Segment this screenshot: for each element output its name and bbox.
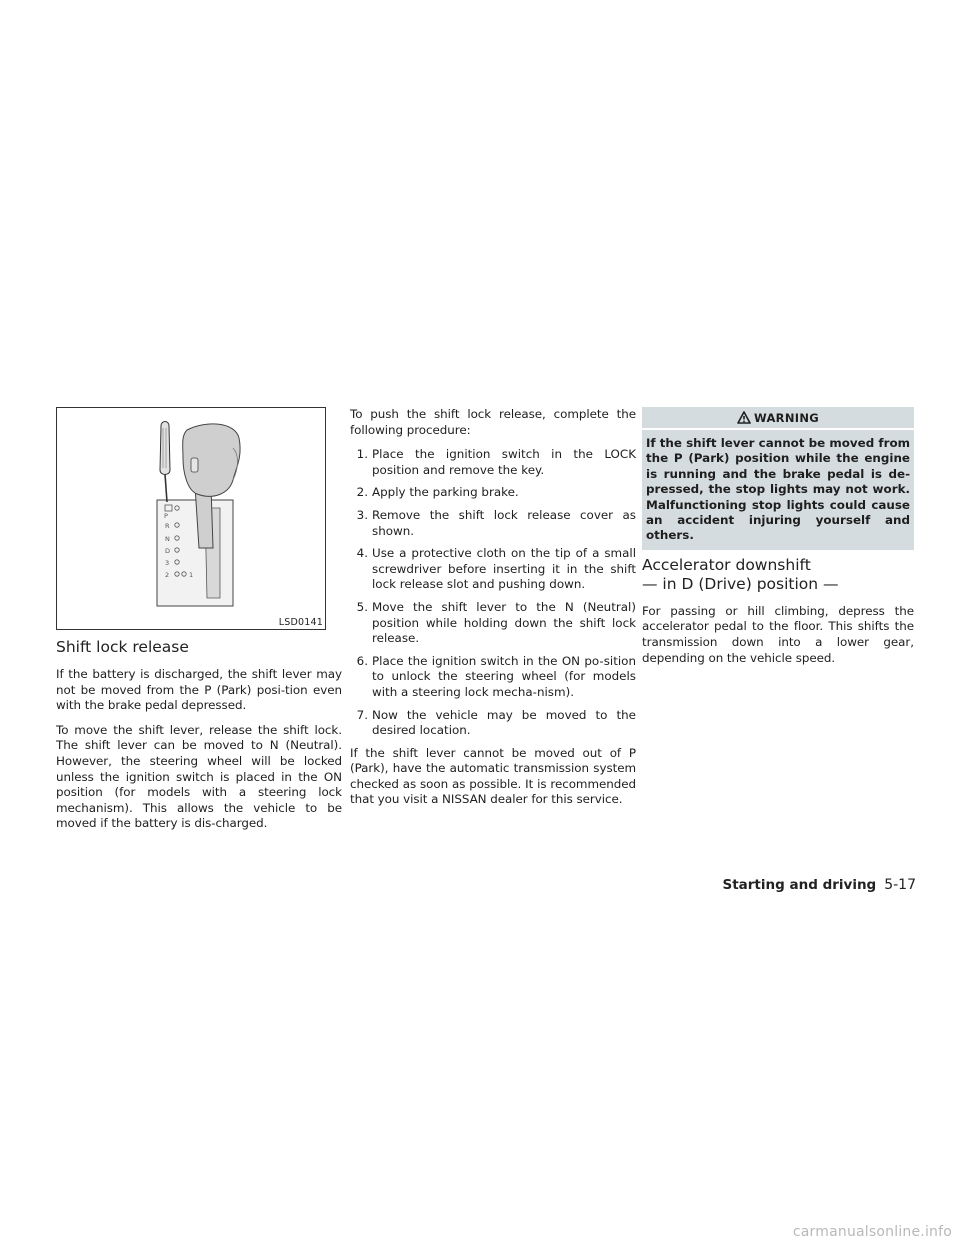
warning-icon bbox=[737, 411, 751, 424]
warning-label: WARNING bbox=[754, 410, 819, 425]
procedure-step: 4. Use a protective cloth on the tip of a small screwdriver before inserting it in the shift lock release slot and pushing down. bbox=[356, 546, 636, 592]
gate-label-r: R bbox=[165, 522, 170, 530]
procedure-closing: If the shift lever cannot be moved out of P (Park), have the automatic transmission system checked as soon as possible. It is recommended that you visit a NISSAN dealer for this service. bbox=[350, 745, 636, 807]
gate-label-3: 3 bbox=[165, 559, 170, 567]
watermark: carmanualsonline.info bbox=[792, 1224, 952, 1240]
shift-lock-title: Shift lock release bbox=[56, 638, 189, 656]
shift-lock-figure bbox=[56, 407, 326, 630]
shift-lock-paragraph-2: To move the shift lever, release the shift lock. The shift lever can be moved to N (Neutral). However, the steering wheel will be locked unless the ignition switch is placed in the ON position (for models with a steering lock mechanism). This allows the vehicle to be moved if the battery is dis-charged. bbox=[56, 722, 342, 831]
downshift-title: Accelerator downshift — in D (Drive) position — bbox=[642, 555, 839, 593]
procedure-step: 1. Place the ignition switch in the LOCK position and remove the key. bbox=[356, 447, 636, 477]
footer-section: Starting and driving bbox=[722, 877, 877, 893]
shift-lever-illustration bbox=[57, 408, 326, 630]
shift-lock-paragraph-1: If the battery is discharged, the shift lever may not be moved from the P (Park) posi-tion even with the brake pedal depressed. bbox=[56, 667, 342, 713]
figure-id: LSD0141 bbox=[278, 617, 323, 628]
procedure-steps bbox=[350, 447, 636, 739]
middle-column bbox=[350, 407, 636, 817]
warning-header bbox=[642, 407, 914, 428]
gate-label-2: 2 bbox=[165, 571, 170, 579]
procedure-step: 3. Remove the shift lock release cover as shown. bbox=[356, 507, 636, 538]
warning-text: If the shift lever cannot be moved from the P (Park) position while the engine is running and the brake pedal is de-pressed, the stop lights may not work. Malfunctioning stop lights could cause an accident injuring yourself and others. bbox=[642, 430, 914, 550]
right-column bbox=[642, 407, 914, 675]
gate-label-n: N bbox=[165, 535, 170, 543]
procedure-step: 2. Apply the parking brake. bbox=[356, 485, 519, 500]
downshift-text: For passing or hill climbing, depress the accelerator pedal to the floor. This shifts the transmission down into a lower gear, depending on the vehicle speed. bbox=[642, 603, 914, 665]
procedure-step: 6. Place the ignition switch in the ON po-sition to unlock the steering wheel (for models with a steering lock mecha-nism). bbox=[356, 653, 636, 699]
gate-label-p: P bbox=[164, 512, 168, 520]
gate-label-1: 1 bbox=[189, 571, 194, 579]
procedure-step: 7. Now the vehicle may be moved to the desired location. bbox=[356, 707, 636, 738]
gate-label-d: D bbox=[165, 547, 171, 555]
left-column bbox=[56, 407, 342, 841]
page-number: 5-17 bbox=[884, 877, 916, 893]
procedure-intro: To push the shift lock release, complete the following procedure: bbox=[350, 407, 636, 437]
page-footer bbox=[722, 877, 916, 893]
procedure-step: 5. Move the shift lever to the N (Neutral) position while holding down the shift lock release. bbox=[356, 599, 636, 646]
